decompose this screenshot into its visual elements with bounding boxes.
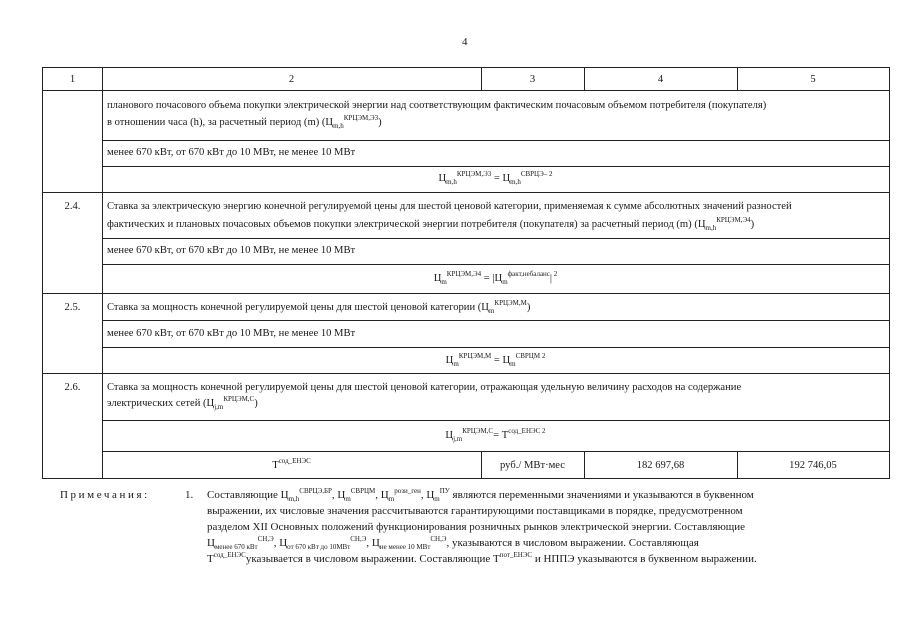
header-col-1: 1 xyxy=(69,74,76,85)
row-divider xyxy=(102,320,889,321)
notes-line-4: $Ц_{менее 670 кВт}^{СН,Э}$, $Ц_{от 670 кВт до 10МВт}^{СН,Э}$, $Ц_{не менее 10 МВт}^{СН,Э}$, указываются в числовом выражении. Составляющая xyxy=(207,535,699,551)
row-number: 2.6. xyxy=(64,382,81,393)
notes-line-2: выражении, их числовые значения рассчитываются гарантирующими поставщиками в порядке, предусмотренном xyxy=(207,505,743,517)
row-applicability: менее 670 кВт, от 670 кВт до 10 МВт, не менее 10 МВт xyxy=(107,328,356,339)
header-col-4: 4 xyxy=(657,74,664,85)
row-desc-line2: электрических сетей $(Ц_{j,m}^{КРЦЭМ,С})$ xyxy=(107,395,258,411)
row-divider xyxy=(102,420,889,421)
row-applicability: менее 670 кВт, от 670 кВт до 10 МВт, не менее 10 МВт xyxy=(107,245,356,256)
row-formula: $Ц_m^{КРЦЭМ,Э4} = |Ц_m^{факт,небаланс}|$ $^2$ xyxy=(433,270,558,286)
row-number: 2.4. xyxy=(64,201,81,212)
header-col-3: 3 xyxy=(529,74,536,85)
notes-line-5: $Т^{сод\_ЕНЭС}указывается$ в числовом выражении. Составляющие $Т^{пот\_ЕНЭС}$ и НППЭ указываются в буквенном выражении. xyxy=(207,551,757,565)
row-divider xyxy=(102,140,889,141)
header-col-5: 5 xyxy=(810,74,816,85)
notes-text xyxy=(207,487,883,567)
row-number: 2.5. xyxy=(64,302,81,313)
row-divider xyxy=(43,90,889,91)
row-desc-line1: Ставка за электрическую энергию конечной регулируемой цены для шестой ценовой категории, применяемая к сумме абсолютных значений разностей xyxy=(107,201,792,212)
row-desc: Ставка за мощность конечной регулируемой цены для шестой ценовой категории $(Ц_m^{КРЦЭМ,М})$ xyxy=(107,299,531,315)
param-name: $Т^{сод\_ЕНЭС}$ xyxy=(272,457,311,471)
row-divider xyxy=(102,347,889,348)
notes-line-3: разделом XII Основных положений функционирования розничных рынков электрической энергии. Составляющие xyxy=(207,521,746,533)
notes-line-1: Составляющие $Ц_{m,h}^{СВРЦЭ,БР}$, $Ц_m^{СВРЦМ}$, $Ц_m^{рози\_ген}$, $Ц_m^{ПУ}$ являются переменными значениями и указываются в буквенном xyxy=(207,487,754,503)
row-divider xyxy=(102,451,889,452)
row-divider xyxy=(102,166,889,167)
notes-number: 1. xyxy=(185,489,194,501)
cont-desc-line2: в отношении часа (h), за расчетный период (m) $(Ц_{m,h}^{КРЦЭМ,Э3})$ xyxy=(107,114,382,130)
row-divider xyxy=(43,192,889,193)
value-col-4: 182 697,68 xyxy=(636,460,685,471)
row-divider xyxy=(102,264,889,265)
tariff-table xyxy=(42,67,890,479)
cont-applicability: менее 670 кВт, от 670 кВт до 10 МВт, не менее 10 МВт xyxy=(107,147,356,158)
row-desc-line2: фактических и плановых почасовых объемов покупки электрической энергии потребителя (покупателя) за расчетный период (m) $(Ц_{m,h}^{КРЦЭМ,Э4})$ xyxy=(107,216,755,232)
row-divider xyxy=(43,373,889,374)
value-col-5: 192 746,05 xyxy=(789,460,837,471)
notes-label: Примечания: xyxy=(60,489,150,501)
cont-desc-line1: планового почасового объема покупки электрической энергии над соответствующим фактическим почасовым объемом потребителя (покупателя) xyxy=(107,100,767,111)
header-col-2: 2 xyxy=(288,74,295,85)
row-divider xyxy=(43,293,889,294)
row-formula: $Ц_m^{КРЦЭМ,М} = Ц_m^{СВРЦМ 2}$ xyxy=(445,352,546,368)
row-formula: $Ц_{j,m}^{КРЦЭМ,С}= T^{сод\_ЕНЭС 2}$ xyxy=(445,427,546,443)
row-desc-line1: Ставка за мощность конечной регулируемой цены для шестой ценовой категории, отражающая удельную величину расходов на содержание xyxy=(107,382,742,393)
page-number: 4 xyxy=(462,36,468,48)
unit-cell: руб./ МВт·мес xyxy=(500,460,565,471)
cont-formula: $Ц_{m,h}^{КРЦЭМ,Э3} = Ц_{m,h}^{СВРЦЭ- 2}$ xyxy=(438,170,553,186)
row-divider xyxy=(102,238,889,239)
